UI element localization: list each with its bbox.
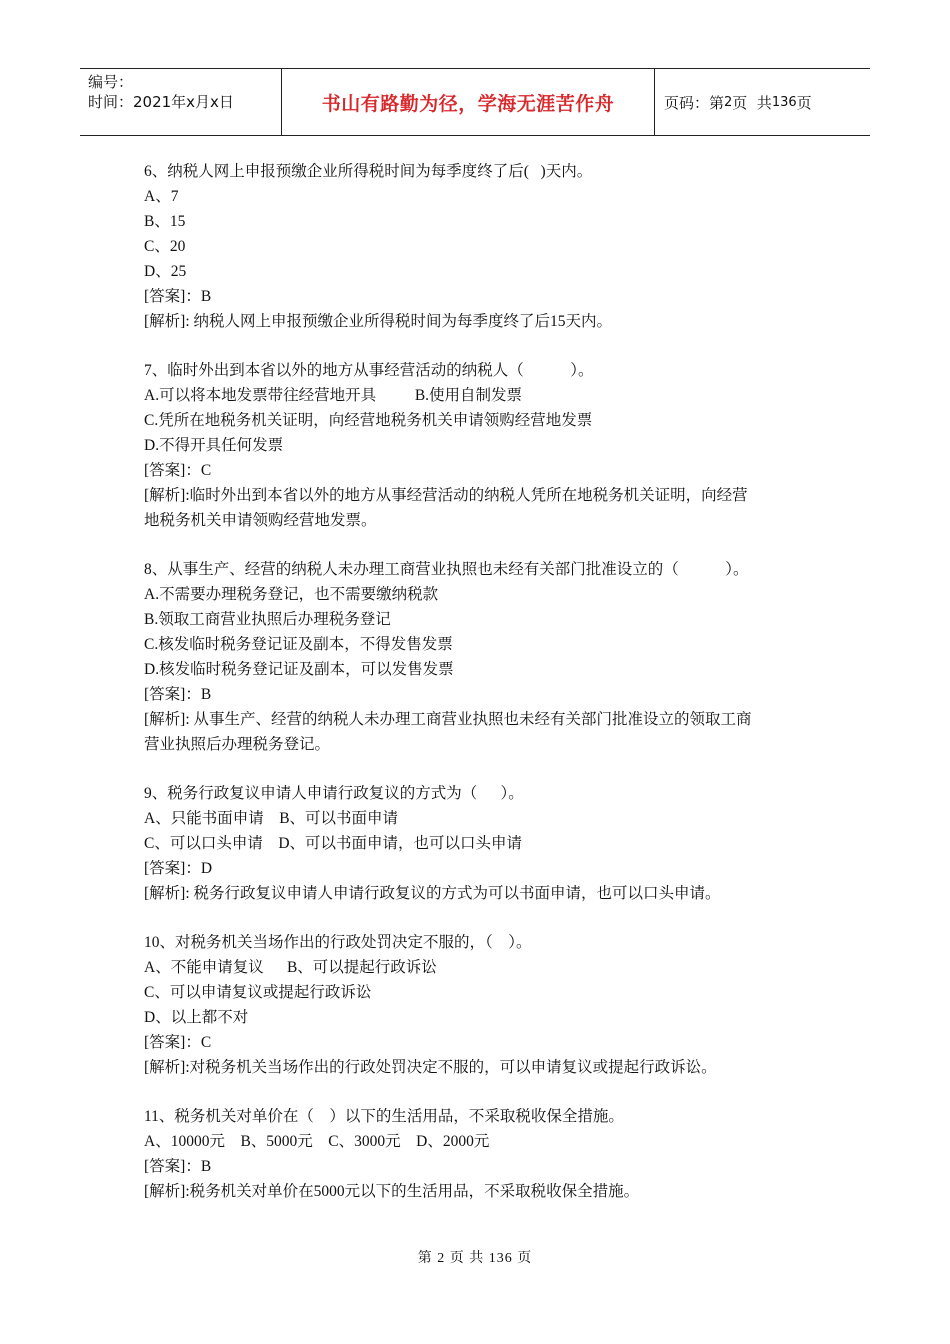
question-line: [答案]：D bbox=[144, 860, 213, 877]
question-line: [解析]: 从事生产、经营的纳税人未办理工商营业执照也未经有关部门批准设立的领取工商 bbox=[144, 711, 752, 728]
question-block bbox=[144, 557, 814, 757]
question-line: [答案]：C bbox=[144, 462, 212, 479]
question-line: A.不需要办理税务登记，也不需要缴纳税款 bbox=[144, 586, 439, 603]
question-stem: 9、税务行政复议申请人申请行政复议的方式为（ ）。 bbox=[144, 785, 524, 802]
question-line: 地税务机关申请领购经营地发票。 bbox=[144, 512, 377, 529]
question-line: A、10000元 B、5000元 C、3000元 D、2000元 bbox=[144, 1133, 490, 1150]
time-label: 时间：2021年x月x日 bbox=[88, 93, 234, 111]
question-line: A、不能申请复议 B、可以提起行政诉讼 bbox=[144, 959, 437, 976]
question-line: B.领取工商营业执照后办理税务登记 bbox=[144, 611, 391, 628]
question-line: D.不得开具任何发票 bbox=[144, 437, 284, 454]
question-line: [答案]：B bbox=[144, 288, 212, 305]
page-header bbox=[80, 68, 870, 136]
question-line: A.可以将本地发票带往经营地开具 B.使用自制发票 bbox=[144, 387, 523, 404]
question-line: B、15 bbox=[144, 213, 186, 230]
question-line: 营业执照后办理税务登记。 bbox=[144, 736, 331, 753]
header-page-info bbox=[655, 69, 870, 135]
question-line: A、7 bbox=[144, 188, 179, 205]
question-stem: 6、纳税人网上申报预缴企业所得税时间为每季度终了后( )天内。 bbox=[144, 163, 593, 180]
question-line: [解析]: 纳税人网上申报预缴企业所得税时间为每季度终了后15天内。 bbox=[144, 313, 613, 330]
header-meta bbox=[80, 69, 282, 135]
question-line: C.凭所在地税务机关证明，向经营地税务机关申请领购经营地发票 bbox=[144, 412, 593, 429]
question-line: [答案]：B bbox=[144, 1158, 212, 1175]
page-mid: 页 共 bbox=[732, 93, 772, 112]
question-block bbox=[144, 358, 814, 533]
page-total: 136 bbox=[771, 94, 797, 110]
question-line: C、可以口头申请 D、可以书面申请，也可以口头申请 bbox=[144, 835, 523, 852]
question-stem: 7、临时外出到本省以外的地方从事经营活动的纳税人（ ）。 bbox=[144, 362, 594, 379]
header-motto: 书山有路勤为径，学海无涯苦作舟 bbox=[282, 69, 655, 135]
question-line: C、可以申请复议或提起行政诉讼 bbox=[144, 984, 372, 1001]
question-block bbox=[144, 1104, 814, 1204]
question-line: [解析]:临时外出到本省以外的地方从事经营活动的纳税人凭所在地税务机关证明，向经营 bbox=[144, 487, 748, 504]
number-label: 编号： bbox=[88, 73, 134, 91]
question-line: [解析]: 税务行政复议申请人申请行政复议的方式为可以书面申请，也可以口头申请。 bbox=[144, 885, 721, 902]
question-line: C、20 bbox=[144, 238, 186, 255]
question-line: [答案]：B bbox=[144, 686, 212, 703]
question-block bbox=[144, 159, 814, 334]
question-line: [答案]：C bbox=[144, 1034, 212, 1051]
question-line: C.核发临时税务登记证及副本，不得发售发票 bbox=[144, 636, 453, 653]
question-line: A、只能书面申请 B、可以书面申请 bbox=[144, 810, 399, 827]
page-suffix: 页 bbox=[796, 93, 812, 112]
question-block bbox=[144, 781, 814, 906]
question-line: D、25 bbox=[144, 263, 187, 280]
page-footer: 第 2 页 共 136 页 bbox=[417, 1251, 533, 1266]
page-current: 2 bbox=[724, 94, 733, 110]
question-stem: 8、从事生产、经营的纳税人未办理工商营业执照也未经有关部门批准设立的（ ）。 bbox=[144, 561, 749, 578]
question-line: [解析]:对税务机关当场作出的行政处罚决定不服的，可以申请复议或提起行政诉讼。 bbox=[144, 1059, 717, 1076]
question-stem: 11、税务机关对单价在（ ）以下的生活用品，不采取税收保全措施。 bbox=[144, 1108, 624, 1125]
document-body bbox=[144, 159, 814, 1228]
question-line: D.核发临时税务登记证及副本，可以发售发票 bbox=[144, 661, 454, 678]
page-prefix: 页码：第 bbox=[664, 93, 725, 112]
question-block bbox=[144, 930, 814, 1080]
question-line: D、以上都不对 bbox=[144, 1009, 249, 1026]
question-line: [解析]:税务机关对单价在5000元以下的生活用品，不采取税收保全措施。 bbox=[144, 1183, 640, 1200]
question-stem: 10、对税务机关当场作出的行政处罚决定不服的，（ ）。 bbox=[144, 934, 532, 951]
